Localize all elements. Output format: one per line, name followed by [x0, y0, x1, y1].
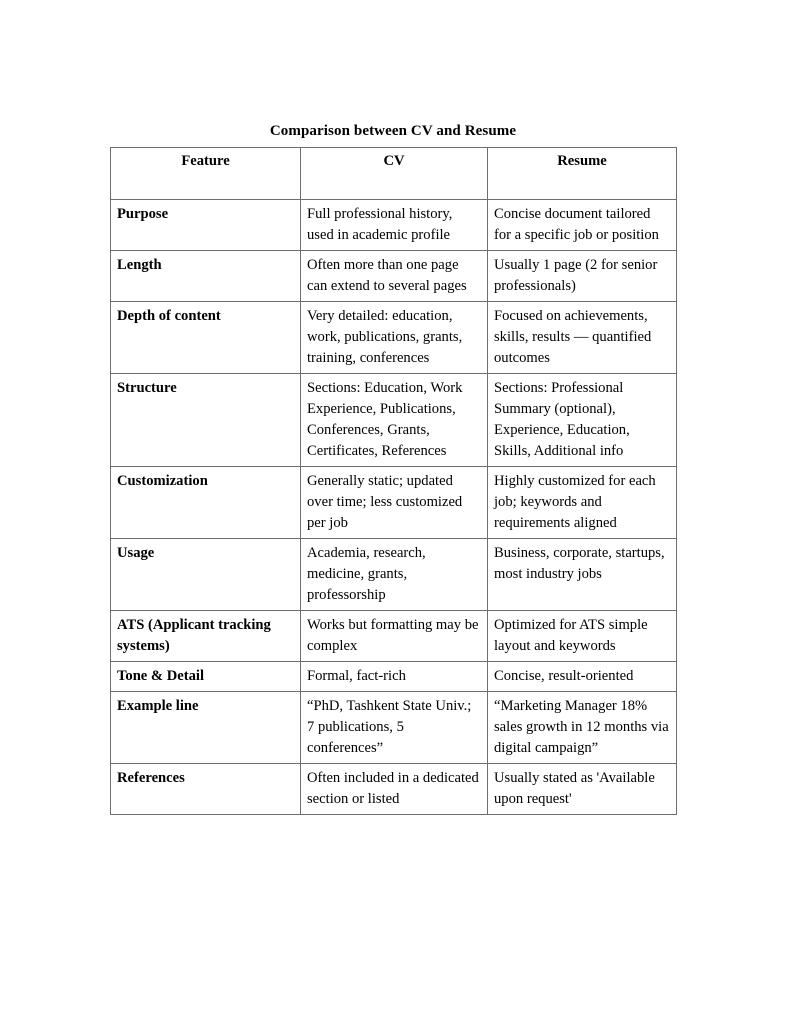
row-feature-length: Length: [111, 251, 301, 302]
row-feature-depth-of-content: Depth of content: [111, 302, 301, 374]
row-cv-usage: Academia, research, medicine, grants, professorship: [301, 539, 488, 611]
row-resume-example-line: “Marketing Manager 18% sales growth in 12 months via digital campaign”: [488, 692, 677, 764]
table-row: [111, 374, 677, 467]
row-feature-ats: ATS (Applicant tracking systems): [111, 611, 301, 662]
row-cv-depth-of-content: Very detailed: education, work, publications, grants, training, conferences: [301, 302, 488, 374]
row-resume-structure: Sections: Professional Summary (optional), Experience, Education, Skills, Additional info: [488, 374, 677, 467]
row-feature-structure: Structure: [111, 374, 301, 467]
column-header-resume: Resume: [488, 148, 677, 200]
row-feature-example-line: Example line: [111, 692, 301, 764]
row-resume-purpose: Concise document tailored for a specific job or position: [488, 200, 677, 251]
row-feature-customization: Customization: [111, 467, 301, 539]
row-feature-references: References: [111, 764, 301, 815]
table-row: [111, 251, 677, 302]
table-row: [111, 539, 677, 611]
page-title: Comparison between CV and Resume: [269, 123, 517, 139]
row-feature-purpose: Purpose: [111, 200, 301, 251]
table-row: [111, 692, 677, 764]
row-cv-purpose: Full professional history, used in academic profile: [301, 200, 488, 251]
row-cv-ats: Works but formatting may be complex: [301, 611, 488, 662]
row-cv-length: Often more than one page can extend to several pages: [301, 251, 488, 302]
table-header-row: [111, 148, 677, 200]
table-row: [111, 611, 677, 662]
row-feature-usage: Usage: [111, 539, 301, 611]
column-header-cv: CV: [301, 148, 488, 200]
row-cv-references: Often included in a dedicated section or listed: [301, 764, 488, 815]
column-header-feature: Feature: [111, 148, 301, 200]
row-cv-tone-and-detail: Formal, fact-rich: [301, 662, 488, 692]
row-feature-tone-and-detail: Tone & Detail: [111, 662, 301, 692]
row-resume-depth-of-content: Focused on achievements, skills, results — quantified outcomes: [488, 302, 677, 374]
cv-resume-comparison-table: [110, 147, 677, 815]
table-row: [111, 302, 677, 374]
row-resume-tone-and-detail: Concise, result-oriented: [488, 662, 677, 692]
table-row: [111, 764, 677, 815]
row-cv-customization: Generally static; updated over time; less customized per job: [301, 467, 488, 539]
row-resume-customization: Highly customized for each job; keywords and requirements aligned: [488, 467, 677, 539]
row-cv-structure: Sections: Education, Work Experience, Publications, Conferences, Grants, Certificates, References: [301, 374, 488, 467]
row-resume-ats: Optimized for ATS simple layout and keywords: [488, 611, 677, 662]
row-resume-usage: Business, corporate, startups, most industry jobs: [488, 539, 677, 611]
row-resume-references: Usually stated as 'Available upon request': [488, 764, 677, 815]
table-row: [111, 662, 677, 692]
table-row: [111, 467, 677, 539]
table-row: [111, 200, 677, 251]
row-cv-example-line: “PhD, Tashkent State Univ.; 7 publications, 5 conferences”: [301, 692, 488, 764]
row-resume-length: Usually 1 page (2 for senior professionals): [488, 251, 677, 302]
